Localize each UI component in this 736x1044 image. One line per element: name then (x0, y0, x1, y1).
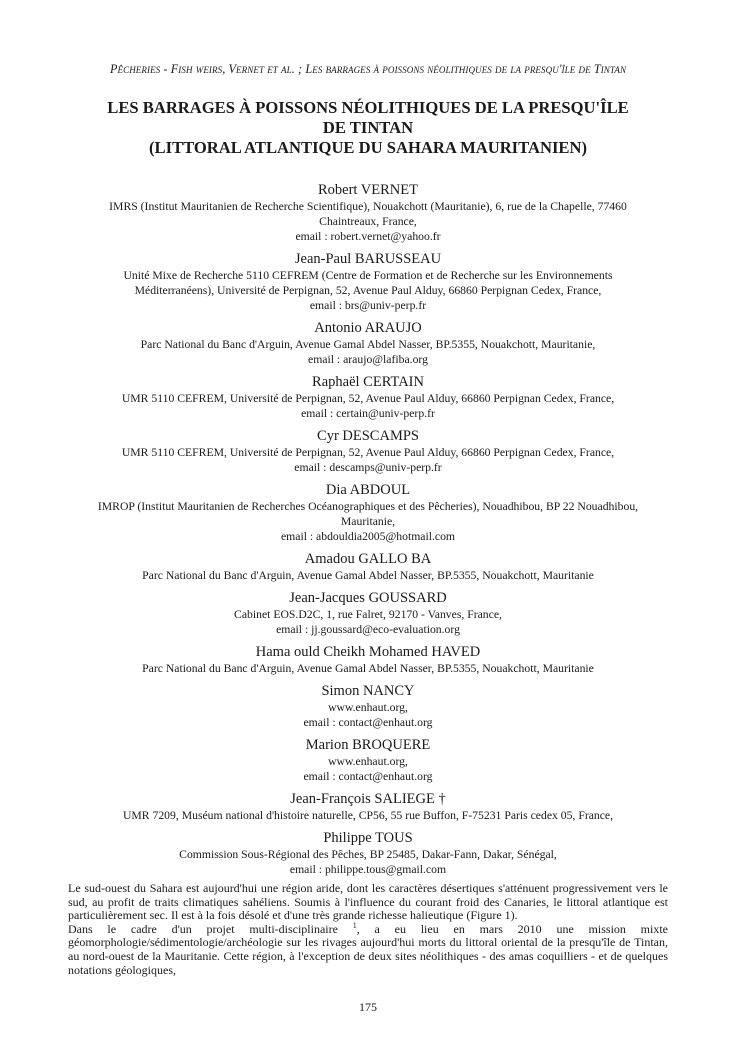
author-block (40, 682, 696, 730)
author-block (40, 319, 696, 367)
title-line-2: DE TINTAN (322, 118, 414, 137)
author-contact: www.enhaut.org, (328, 701, 408, 714)
author-name: Dia ABDOUL (325, 482, 411, 498)
author-contact: email : brs@univ-perp.fr (309, 299, 427, 312)
author-contact: email : robert.vernet@yahoo.fr (295, 230, 441, 243)
author-affiliation: Mauritanie, (340, 515, 396, 528)
author-contact: email : abdouldia2005@hotmail.com (280, 530, 456, 543)
author-affiliation: Unité Mixe de Recherche 5110 CEFREM (Centre de Formation et de Recherche sur les Environnements (123, 269, 613, 282)
author-block (40, 481, 696, 544)
author-contact: email : contact@enhaut.org (303, 716, 433, 729)
author-affiliation: Commission Sous-Régional des Pêches, BP 25485, Dakar-Fann, Dakar, Sénégal, (179, 848, 557, 861)
author-name: Marion BROQUERE (305, 737, 431, 753)
author-name: Antonio ARAUJO (314, 320, 422, 336)
author-name: Robert VERNET (317, 182, 418, 198)
author-affiliation: Parc National du Banc d'Arguin, Avenue Gamal Abdel Nasser, BP.5355, Nouakchott, Mauritanie (142, 569, 594, 582)
author-name: Jean-François SALIEGE † (290, 791, 446, 807)
author-block (40, 589, 696, 637)
author-contact: email : certain@univ-perp.fr (301, 407, 435, 420)
author-block (40, 427, 696, 475)
author-block (40, 373, 696, 421)
author-affiliation: IMRS (Institut Mauritanien de Recherche Scientifique), Nouakchott (Mauritanie), 6, rue de la Chapelle, 77460 (109, 200, 627, 213)
author-block (40, 250, 696, 313)
author-block (40, 181, 696, 244)
paragraph-2-end: , a eu lieu en mars 2010 une mission mixte géomorphologie/sédimentologie/archéologie sur les rivages aujourd'hui morts du littoral oriental de la presqu'île de Tintan, au nord-ouest de la Mauritanie. Cette région, à l'exception de deux sites néolithiques - des amas coquilliers - et de quelques notations géologiques, (68, 921, 669, 977)
author-name: Philippe TOUS (323, 830, 413, 846)
author-block (40, 550, 696, 583)
author-affiliation: UMR 7209, Muséum national d'histoire naturelle, CP56, 55 rue Buffon, F-75231 Paris cedex 05, France, (122, 809, 614, 822)
author-affiliation: Parc National du Banc d'Arguin, Avenue Gamal Abdel Nasser, BP.5355, Nouakchott, Mauritanie (142, 662, 594, 675)
paragraph-2 (68, 920, 669, 977)
paragraph-1: Le sud-ouest du Sahara est aujourd'hui une région aride, dont les caractères désertiques s'atténuent progressivement vers le sud, au profit de traits climatiques sahéliens. Soumis à l'influence du courant froid des Canaries, le littoral atlantique est particulièrement sec. Il est à la fois désolé et d'une très grande richesse halieutique (Figure 1). (68, 881, 668, 923)
author-affiliation: Méditerranéens), Université de Perpignan, 52, Avenue Paul Alduy, 66860 Perpignan Cedex, France, (134, 284, 602, 297)
author-name: Simon NANCY (321, 683, 415, 699)
author-block (40, 829, 696, 877)
author-list (40, 181, 696, 883)
author-name: Cyr DESCAMPS (317, 428, 419, 444)
author-block (40, 790, 696, 823)
article-title (40, 98, 696, 158)
author-contact: email : descamps@univ-perp.fr (294, 461, 442, 474)
author-affiliation: Cabinet EOS.D2C, 1, rue Falret, 92170 - Vanves, France, (234, 608, 502, 621)
footnote-marker[interactable]: 1 (352, 920, 357, 930)
paragraph-2-start: Dans le cadre d'un projet multi-disciplinaire (68, 921, 338, 936)
author-affiliation: Parc National du Banc d'Arguin, Avenue Gamal Abdel Nasser, BP.5355, Nouakchott, Mauritanie, (140, 338, 596, 351)
author-name: Jean-Paul BARUSSEAU (294, 251, 442, 267)
author-affiliation: IMROP (Institut Mauritanien de Recherches Océanographiques et des Pêcheries), Nouadhibou, BP 22 Nouadhibou, (97, 500, 639, 513)
author-block (40, 736, 696, 784)
author-block (40, 643, 696, 676)
page-number: 175 (359, 1000, 377, 1014)
author-name: Amadou GALLO BA (304, 551, 432, 567)
author-contact: email : philippe.tous@gmail.com (289, 863, 447, 876)
author-contact: www.enhaut.org, (328, 755, 408, 768)
title-line-1: LES BARRAGES À POISSONS NÉOLITHIQUES DE LA PRESQU'ÎLE (107, 98, 629, 117)
author-affiliation: UMR 5110 CEFREM, Université de Perpignan, 52, Avenue Paul Alduy, 66860 Perpignan Cedex, France, (121, 392, 615, 405)
author-name: Jean-Jacques GOUSSARD (289, 590, 447, 606)
author-contact: email : jj.goussard@eco-evaluation.org (276, 623, 460, 636)
author-contact: email : araujo@lafiba.org (308, 353, 428, 366)
author-affiliation: Chaintreaux, France, (319, 215, 417, 228)
author-name: Raphaël CERTAIN (312, 374, 424, 390)
running-head: Pêcheries - Fish weirs, Vernet et al. ; Les barrages à poissons néolithiques de la presqu'île de Tintan (109, 62, 627, 76)
body-text (68, 882, 668, 977)
author-affiliation: UMR 5110 CEFREM, Université de Perpignan, 52, Avenue Paul Alduy, 66860 Perpignan Cedex, France, (121, 446, 615, 459)
author-contact: email : contact@enhaut.org (303, 770, 433, 783)
title-line-3: (LITTORAL ATLANTIQUE DU SAHARA MAURITANIEN) (149, 138, 587, 157)
author-name: Hama ould Cheikh Mohamed HAVED (255, 644, 481, 660)
